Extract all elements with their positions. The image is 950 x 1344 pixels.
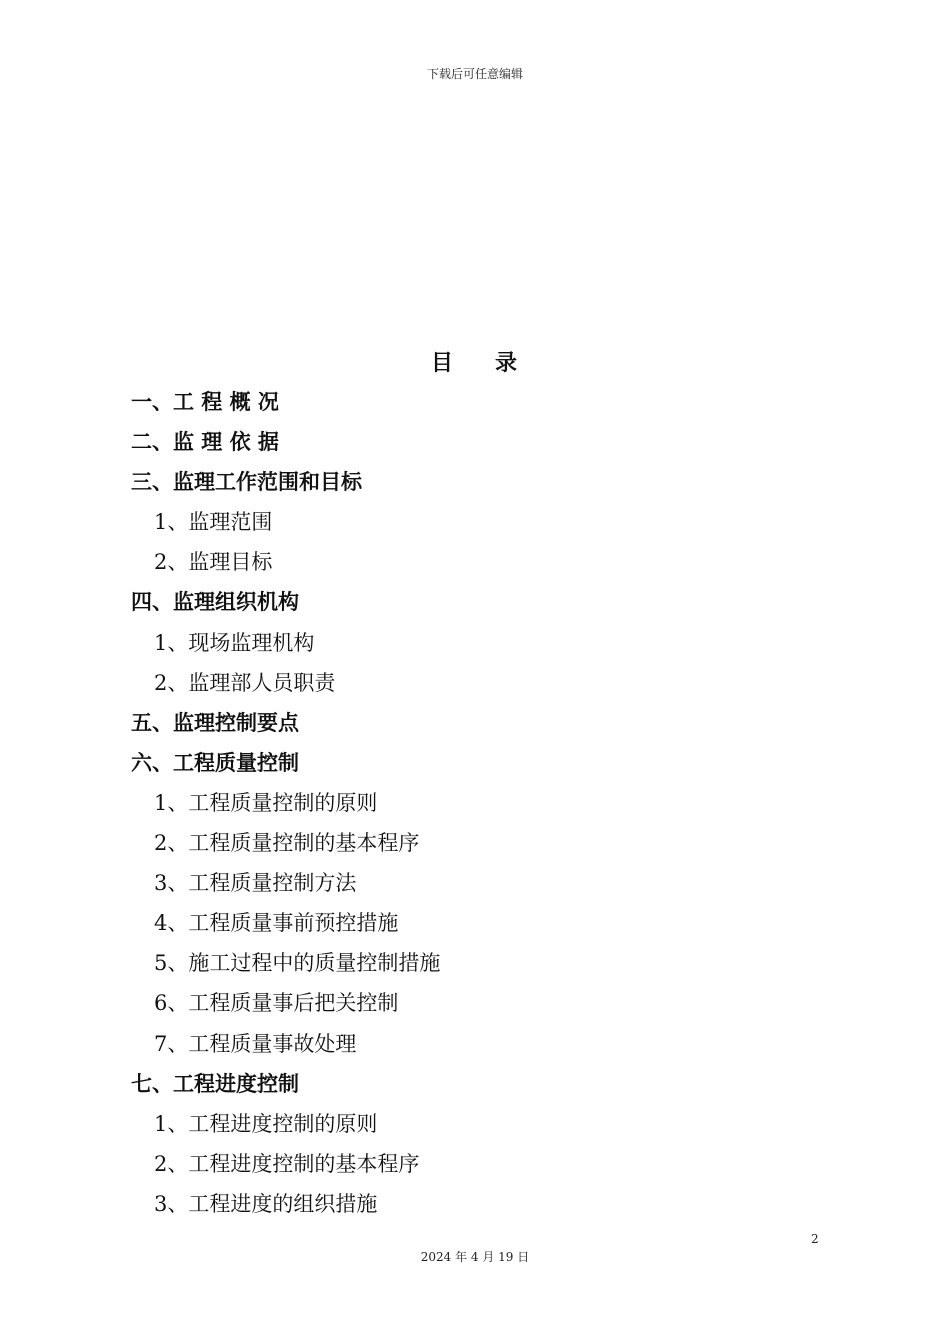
toc-subsection-entry[interactable]: 1、工程进度控制的原则 xyxy=(154,1111,378,1136)
toc-section-entry[interactable]: 七、工程进度控制 xyxy=(131,1070,299,1096)
toc-subsection-entry[interactable]: 2、工程质量控制的基本程序 xyxy=(154,831,420,856)
page-header: 下载后可任意编辑 xyxy=(426,67,523,81)
footer-date: 2024 年 4 月 19 日 xyxy=(420,1250,530,1264)
toc-subsection-entry[interactable]: 3、工程进度的组织措施 xyxy=(154,1191,378,1216)
table-of-contents xyxy=(0,382,950,1224)
toc-section-entry[interactable]: 六、工程质量控制 xyxy=(131,749,299,775)
page-number: 2 xyxy=(811,1232,819,1246)
toc-section-entry[interactable]: 四、监理组织机构 xyxy=(131,589,299,615)
toc-section-entry[interactable]: 五、监理控制要点 xyxy=(131,709,299,735)
toc-subsection-entry[interactable]: 2、监理目标 xyxy=(154,550,273,575)
toc-title-second-char: 录 xyxy=(495,350,520,376)
toc-section-entry[interactable]: 三、监理工作范围和目标 xyxy=(131,469,362,495)
toc-section-entry[interactable]: 二、监 理 依 据 xyxy=(131,429,279,455)
toc-title-first-char: 目 xyxy=(430,350,455,376)
toc-subsection-entry[interactable]: 7、工程质量事故处理 xyxy=(154,1031,357,1056)
toc-subsection-entry[interactable]: 2、工程进度控制的基本程序 xyxy=(154,1151,420,1176)
toc-subsection-entry[interactable]: 2、监理部人员职责 xyxy=(154,670,336,695)
toc-title xyxy=(0,346,950,377)
toc-subsection-entry[interactable]: 4、工程质量事前预控措施 xyxy=(154,911,399,936)
toc-subsection-entry[interactable]: 1、监理范围 xyxy=(154,510,273,535)
toc-subsection-entry[interactable]: 1、现场监理机构 xyxy=(154,630,315,655)
toc-subsection-entry[interactable]: 1、工程质量控制的原则 xyxy=(154,790,378,815)
toc-subsection-entry[interactable]: 3、工程质量控制方法 xyxy=(154,871,357,896)
toc-subsection-entry[interactable]: 6、工程质量事后把关控制 xyxy=(154,991,399,1016)
toc-subsection-entry[interactable]: 5、施工过程中的质量控制措施 xyxy=(154,951,441,976)
toc-section-entry[interactable]: 一、工 程 概 况 xyxy=(131,389,279,414)
